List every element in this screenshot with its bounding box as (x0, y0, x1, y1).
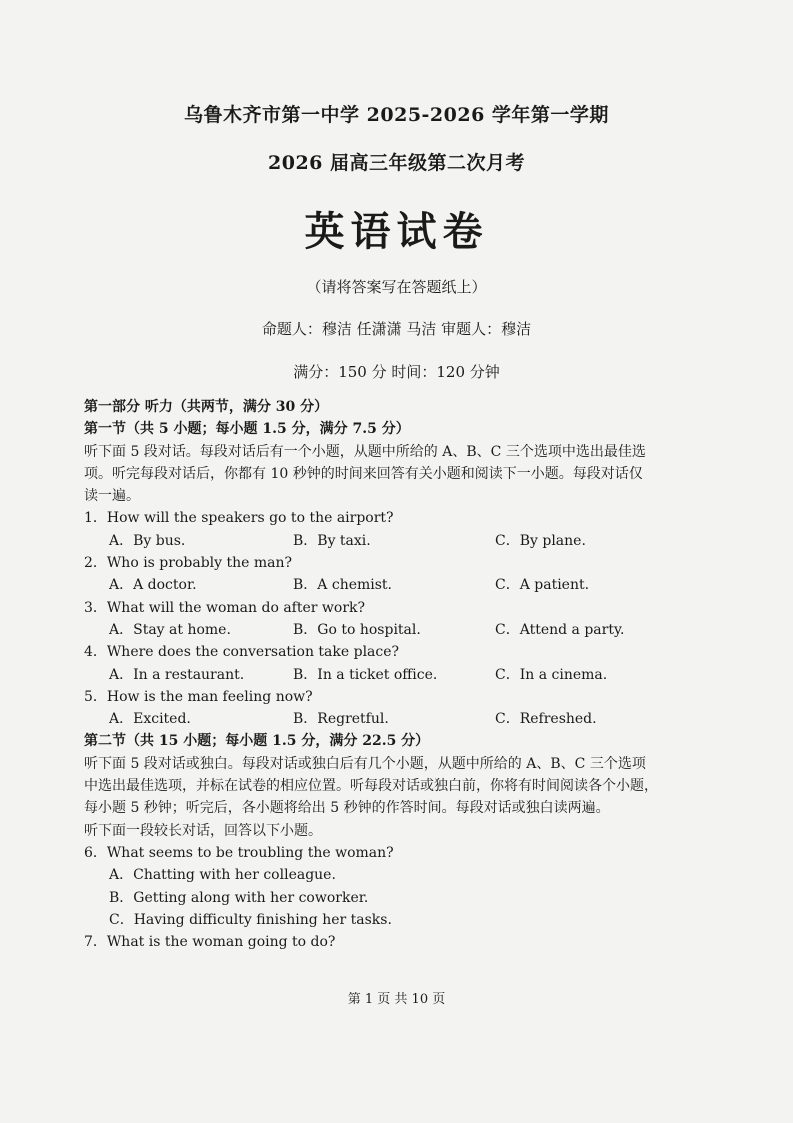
section1-instruction-line: 项。听完每段对话后，你都有 10 秒钟的时间来回答有关小题和阅读下一小题。每段对话仅 (84, 465, 643, 482)
option-a: A．A doctor. (109, 577, 197, 594)
option-c: C．Attend a party. (495, 621, 625, 638)
question-options (84, 530, 714, 552)
question-stem: 5．How is the man feeling now? (84, 688, 313, 705)
exam-title: 2026 届高三年级第二次月考 (268, 152, 525, 174)
option-c: C．Refreshed. (495, 711, 597, 728)
option-a: A．Stay at home. (109, 621, 231, 638)
option-a: A．Excited. (109, 711, 191, 728)
section1-instruction-line: 读一遍。 (84, 488, 140, 505)
authors-line: 命题人：穆洁 任潇潇 马洁 审题人：穆洁 (261, 320, 532, 338)
section2-instruction-line: 中选出最佳选项，并标在试卷的相应位置。听每段对话或独白前，你将有时间阅读各个小题， (84, 778, 658, 795)
option-b: B．Getting along with her coworker. (109, 889, 369, 906)
answer-note: （请将答案写在答题纸上） (306, 278, 487, 296)
question-stem: 7．What is the woman going to do? (84, 934, 336, 951)
section2-instruction-line: 每小题 5 秒钟；听完后，各小题将给出 5 秒钟的作答时间。每段对话或独白读两遍。 (84, 800, 610, 817)
option-b: B．Regretful. (293, 711, 389, 728)
option-c: C．In a cinema. (495, 666, 608, 683)
question-stem: 3．What will the woman do after work? (84, 599, 365, 616)
option-c: C．By plane. (495, 532, 586, 549)
option-c: C．Having difficulty finishing her tasks. (109, 911, 392, 928)
page-number: 第 1 页 共 10 页 (347, 992, 446, 1007)
option-a: A．By bus. (109, 532, 186, 549)
section1-instruction-line: 听下面 5 段对话。每段对话后有一个小题，从题中所给的 A、B、C 三个选项中选出最佳选 (84, 443, 646, 460)
option-a: A．Chatting with her colleague. (109, 867, 336, 884)
question-stem: 6．What seems to be troubling the woman? (84, 844, 394, 861)
option-b: B．By taxi. (293, 532, 371, 549)
option-b: B．A chemist. (293, 577, 393, 594)
section1-title: 第一节（共 5 小题；每小题 1.5 分，满分 7.5 分） (84, 421, 410, 438)
section2-title: 第二节（共 15 小题；每小题 1.5 分，满分 22.5 分） (84, 733, 430, 750)
option-b: B．Go to hospital. (293, 621, 421, 638)
score-time-line: 满分：150 分 时间：120 分钟 (293, 363, 500, 381)
option-a: A．In a restaurant. (109, 666, 245, 683)
section2-instruction-line: 听下面一段较长对话，回答以下小题。 (84, 822, 322, 839)
question-options (84, 619, 714, 641)
school-term-title: 乌鲁木齐市第一中学 2025-2026 学年第一学期 (184, 104, 609, 126)
question-stem: 4．Where does the conversation take place? (84, 644, 400, 661)
section2-instruction-line: 听下面 5 段对话或独白。每段对话或独白后有几个小题，从题中所给的 A、B、C 三个选项 (84, 755, 646, 772)
question-options (84, 664, 714, 686)
question-stem: 2．Who is probably the man? (84, 555, 293, 572)
option-b: B．In a ticket office. (293, 666, 438, 683)
exam-content (84, 396, 714, 953)
question-stem: 1．How will the speakers go to the airport? (84, 510, 394, 527)
question-options (84, 708, 714, 730)
question-options (84, 574, 714, 596)
subject-title: 英语试卷 (304, 208, 489, 255)
part1-title: 第一部分 听力（共两节，满分 30 分） (84, 399, 329, 415)
option-c: C．A patient. (495, 577, 590, 594)
